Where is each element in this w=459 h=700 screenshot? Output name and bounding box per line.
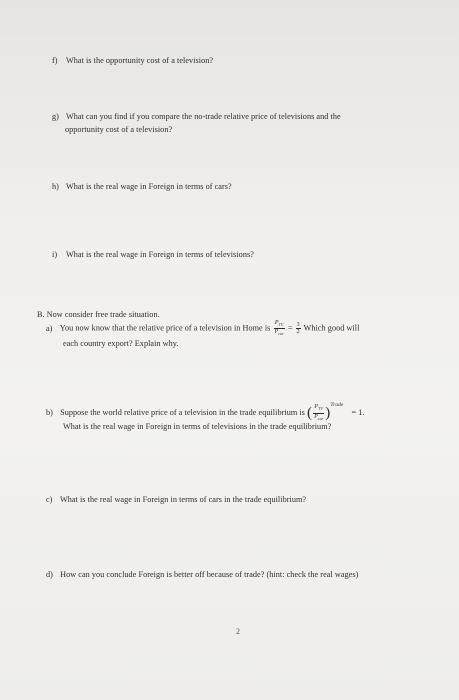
question-f	[52, 54, 213, 67]
question-h-text: What is the real wage in Foreign in terms of cars?	[65, 182, 232, 191]
question-h-number: h)	[52, 182, 59, 191]
question-g-line2: opportunity cost of a television?	[65, 125, 173, 134]
question-b-a-pre: You now know that the relative price of a television in Home is	[59, 323, 271, 333]
question-i-number: i)	[52, 250, 58, 259]
question-b-b-pre: Suppose the world relative price of a television in the trade equilibrium is	[60, 408, 305, 417]
frac-top-symbol: P	[274, 320, 279, 326]
question-i-text: What is the real wage in Foreign in terms of televisions?	[65, 250, 254, 259]
equals-one: = 1.	[351, 408, 365, 417]
home-relative-price-fraction	[274, 320, 285, 337]
question-b-d	[46, 568, 358, 581]
question-f-text: What is the opportunity cost of a television?	[65, 56, 214, 65]
section-b-heading: B. Now consider free trade situation.	[37, 310, 160, 319]
question-b-c	[46, 493, 306, 506]
question-b-a-number: a)	[46, 323, 53, 333]
question-b-d-number: d)	[46, 570, 53, 579]
question-b-c-number: c)	[46, 495, 53, 504]
equals-sign: =	[287, 323, 293, 333]
question-b-a-line2: each country export? Explain why.	[63, 339, 179, 349]
question-g-line1: What can you find if you compare the no-trade relative price of televisions and the	[65, 112, 341, 121]
question-b-c-text: What is the real wage in Foreign in terms of cars in the trade equilibrium?	[59, 495, 307, 504]
left-paren: (	[307, 405, 313, 422]
frac-bot-symbol: P	[314, 413, 318, 420]
question-g-number: g)	[52, 112, 59, 121]
right-paren: )	[325, 405, 331, 422]
question-f-number: f)	[52, 56, 58, 65]
value-numerator: 3	[296, 322, 300, 329]
frac-bot-symbol: P	[274, 329, 279, 336]
frac-top-symbol: P	[314, 404, 319, 411]
question-b-a-post: Which good will	[303, 323, 360, 333]
frac-bot-subscript: car	[317, 415, 324, 421]
frac-bot-subscript: car	[278, 331, 284, 337]
question-b-b-number: b)	[46, 408, 53, 417]
question-b-d-text: How can you conclude Foreign is better off because of trade? (hint: check the real wages)	[60, 570, 359, 579]
frac-top-subscript: TV	[318, 406, 323, 412]
question-g	[52, 110, 442, 136]
question-b-b-line2: What is the real wage in Foreign in terms of televisions in the trade equilibrium?	[63, 421, 332, 431]
value-denominator: 2	[296, 329, 300, 336]
trade-superscript: Trade	[330, 402, 344, 408]
question-h	[52, 180, 232, 193]
question-b-a	[46, 320, 451, 350]
frac-top-subscript: TV	[278, 322, 284, 328]
home-relative-price-value	[296, 322, 301, 335]
question-b-b	[46, 399, 456, 433]
question-i	[52, 248, 254, 261]
page-number: 2	[236, 627, 240, 636]
